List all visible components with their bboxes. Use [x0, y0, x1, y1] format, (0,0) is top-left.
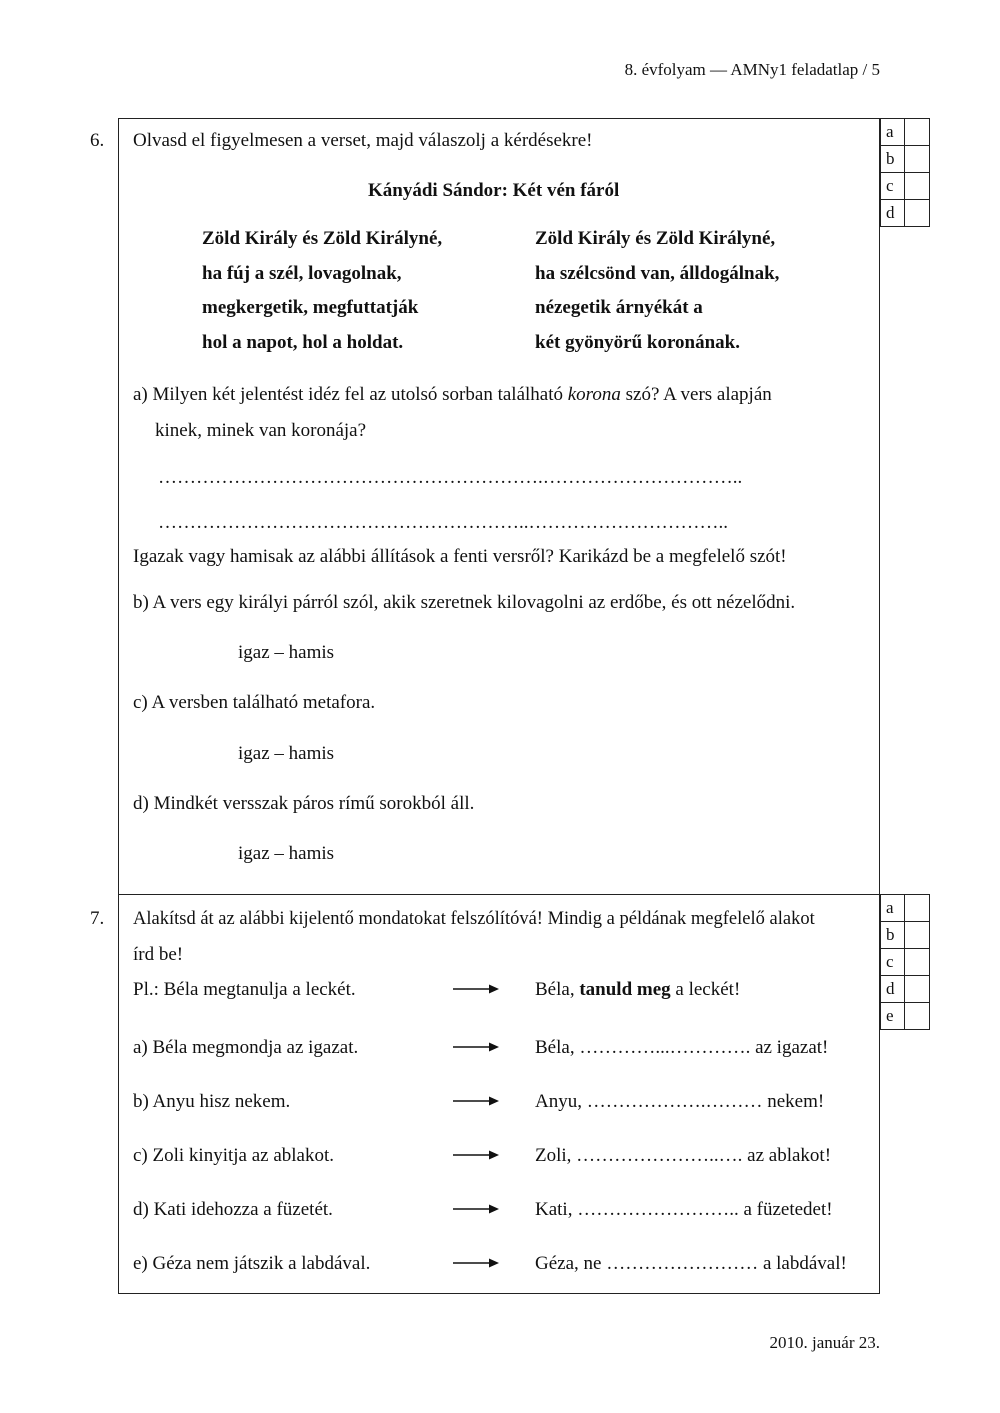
row-right-answer[interactable]: Anyu, ……………….……… nekem! — [535, 1091, 825, 1112]
task7-score-table — [880, 894, 930, 1030]
row-left: a) Béla megmondja az igazat. — [133, 1037, 359, 1058]
row-right-answer[interactable]: Géza, ne …………………… a labdával! — [535, 1253, 847, 1274]
stanza1-line: megkergetik, megfuttatják — [202, 297, 419, 318]
question-a-prefix: a) Milyen két jelentést idéz fel az utolsó sorban található — [133, 384, 568, 405]
score-label: d — [881, 200, 905, 227]
score-label: c — [881, 949, 905, 976]
score-cell[interactable] — [905, 200, 930, 227]
stanza1-line: Zöld Király és Zöld Királyné, — [202, 228, 443, 249]
arrow-right-icon — [453, 983, 499, 995]
question-a-line2: kinek, minek van koronája? — [155, 420, 367, 441]
score-cell[interactable] — [905, 119, 930, 146]
row-right-answer[interactable]: Zoli, …………………..…. az ablakot! — [535, 1145, 832, 1166]
row-left: e) Géza nem játszik a labdával. — [133, 1253, 371, 1274]
stanza2-line: nézegetik árnyékát a — [535, 297, 703, 318]
arrow-right-icon — [453, 1203, 499, 1215]
score-cell[interactable] — [905, 146, 930, 173]
example-right-bold: tanuld meg — [579, 979, 671, 1000]
example-left: Pl.: Béla megtanulja a leckét. — [133, 979, 356, 1000]
stanza2-line: ha szélcsönd van, álldogálnak, — [535, 263, 780, 284]
task6-number: 6. — [90, 130, 105, 151]
poem-title: Kányádi Sándor: Két vén fáról — [368, 180, 620, 201]
stanza2-line: két gyönyörű koronának. — [535, 332, 741, 353]
igaz-hamis-choice[interactable]: igaz – hamis — [238, 642, 335, 663]
true-false-instruction: Igazak vagy hamisak az alábbi állítások a fenti versről? Karikázd be a megfelelő szót! — [133, 546, 787, 567]
stanza1-line: ha fúj a szél, lovagolnak, — [202, 263, 402, 284]
score-label: d — [881, 976, 905, 1003]
score-label: a — [881, 895, 905, 922]
example-right — [535, 979, 740, 1001]
score-label: c — [881, 173, 905, 200]
page-footer: 2010. január 23. — [769, 1333, 880, 1352]
question-a — [133, 384, 772, 406]
task7-instruction-line2: írd be! — [133, 944, 184, 965]
score-label: b — [881, 922, 905, 949]
row-right-answer[interactable]: Kati, …………………….. a füzetedet! — [535, 1199, 833, 1220]
score-cell[interactable] — [905, 922, 930, 949]
answer-line[interactable]: …………………………………………………….………………………….. — [158, 467, 743, 488]
question-a-word: korona — [567, 384, 621, 405]
igaz-hamis-choice[interactable]: igaz – hamis — [238, 743, 335, 764]
task7-instruction: Alakítsd át az alábbi kijelentő mondatokat felszólítóvá! Mindig a példának megfelelő alakot — [133, 909, 815, 929]
stanza2-line: Zöld Király és Zöld Királyné, — [535, 228, 776, 249]
score-label: e — [881, 1003, 905, 1030]
task6-instruction: Olvasd el figyelmesen a verset, majd válaszolj a kérdésekre! — [133, 130, 593, 151]
row-left: b) Anyu hisz nekem. — [133, 1091, 291, 1112]
task7-number: 7. — [90, 908, 105, 929]
question-c: c) A versben található metafora. — [133, 692, 376, 713]
row-left: d) Kati idehozza a füzetét. — [133, 1199, 333, 1220]
score-cell[interactable] — [905, 949, 930, 976]
arrow-right-icon — [453, 1257, 499, 1269]
stanza1-line: hol a napot, hol a holdat. — [202, 332, 404, 353]
row-right-answer[interactable]: Béla, …………...…………. az igazat! — [535, 1037, 829, 1058]
row-left: c) Zoli kinyitja az ablakot. — [133, 1145, 335, 1166]
answer-line[interactable]: …………………………………………………..………………………….. — [158, 512, 728, 533]
score-label: a — [881, 119, 905, 146]
question-a-suffix: szó? A vers alapján — [620, 384, 772, 405]
igaz-hamis-choice[interactable]: igaz – hamis — [238, 843, 335, 864]
page-header: 8. évfolyam — AMNy1 feladatlap / 5 — [624, 60, 880, 79]
score-cell[interactable] — [905, 1003, 930, 1030]
example-right-pre: Béla, — [535, 979, 580, 1000]
example-right-post: a leckét! — [670, 979, 741, 1000]
arrow-right-icon — [453, 1149, 499, 1161]
score-cell[interactable] — [905, 173, 930, 200]
score-cell[interactable] — [905, 895, 930, 922]
score-cell[interactable] — [905, 976, 930, 1003]
task6-score-table — [880, 118, 930, 227]
arrow-right-icon — [453, 1041, 499, 1053]
arrow-right-icon — [453, 1095, 499, 1107]
question-b: b) A vers egy királyi párról szól, akik szeretnek kilovagolni az erdőbe, és ott nézelődni. — [133, 592, 796, 613]
score-label: b — [881, 146, 905, 173]
question-d: d) Mindkét versszak páros rímű sorokból áll. — [133, 793, 475, 814]
